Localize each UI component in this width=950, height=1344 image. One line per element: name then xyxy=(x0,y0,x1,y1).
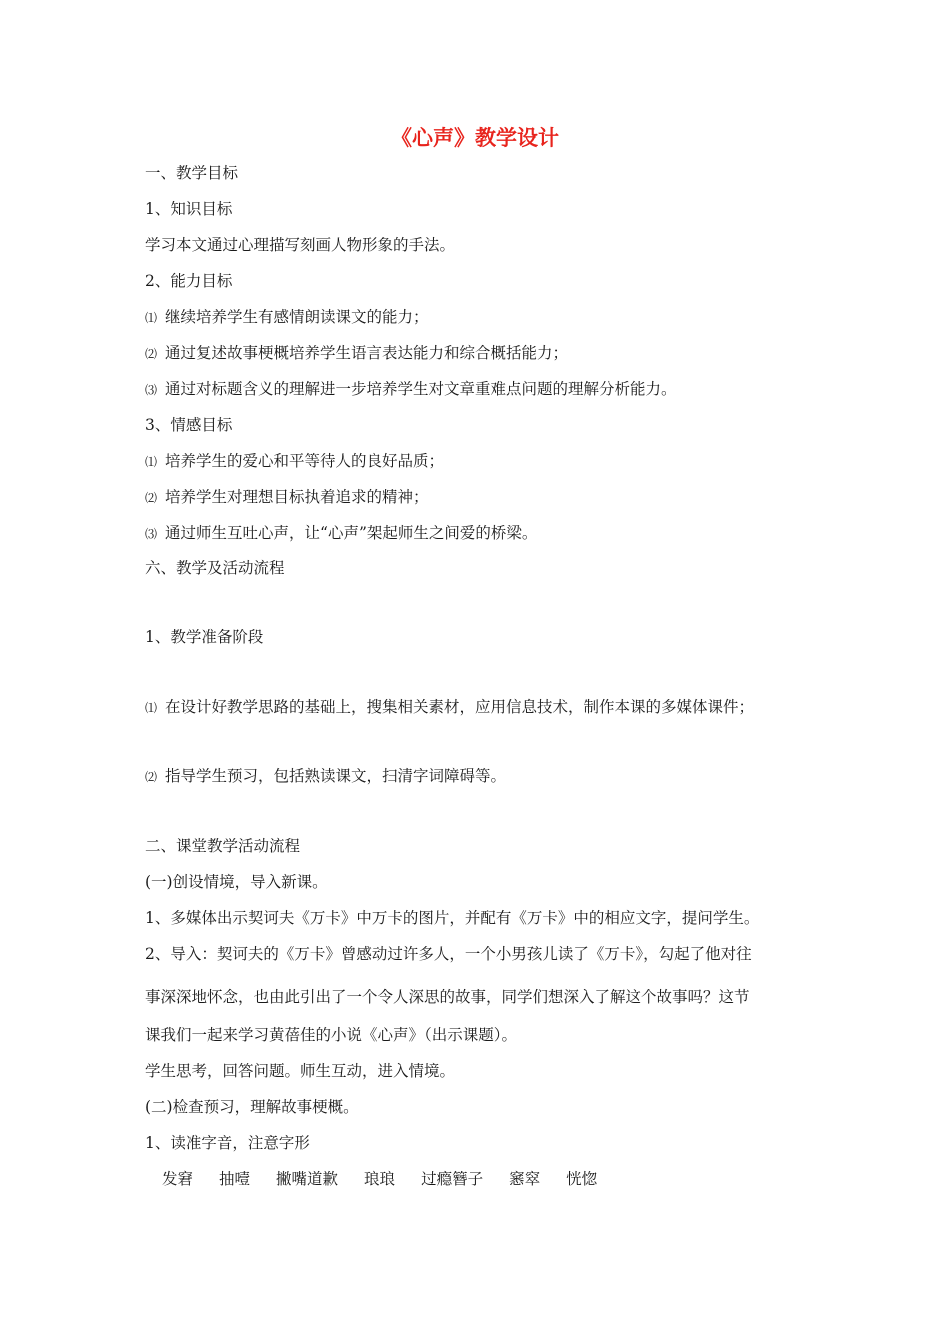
list-item xyxy=(145,766,506,787)
list-item-text: 通过对标题含义的理解进一步培养学生对文章重难点问题的理解分析能力。 xyxy=(165,380,677,398)
list-item xyxy=(145,451,444,472)
heading-teaching-goals: 一、教学目标 xyxy=(145,164,239,182)
list-item xyxy=(145,343,568,364)
list-item-text: 指导学生预习，包括熟读课文，扫清字词障碍等。 xyxy=(165,767,507,785)
paragraph: 1、读准字音，注意字形 xyxy=(145,1134,310,1152)
list-item-text: 继续培养学生有感情朗读课文的能力； xyxy=(165,308,429,326)
list-item-text: 培养学生的爱心和平等待人的良好品质； xyxy=(165,452,445,470)
list-marker: ⑴ xyxy=(145,311,158,325)
paragraph: 2、导入：契诃夫的《万卡》曾感动过许多人，一个小男孩儿读了《万卡》，勾起了他对往 xyxy=(145,945,752,963)
list-item xyxy=(145,697,754,718)
subheading-preview: (二)检查预习，理解故事梗概。 xyxy=(145,1098,359,1116)
list-item-text: 通过师生互吐心声，让“心声”架起师生之间爱的桥梁。 xyxy=(165,524,538,542)
subheading-ability: 2、能力目标 xyxy=(145,272,233,290)
list-marker: ⑶ xyxy=(145,527,158,541)
paragraph: 学习本文通过心理描写刻画人物形象的手法。 xyxy=(145,236,456,254)
subheading-situation: (一)创设情境，导入新课。 xyxy=(145,873,328,891)
subheading-emotion: 3、情感目标 xyxy=(145,416,233,434)
list-item xyxy=(145,307,429,328)
list-item-text: 通过复述故事梗概培养学生语言表达能力和综合概括能力； xyxy=(165,344,569,362)
vocabulary-word: 恍惚 xyxy=(566,1170,598,1188)
list-marker: ⑵ xyxy=(145,347,158,361)
list-item xyxy=(145,523,537,544)
vocabulary-word: 过瘾簪子 xyxy=(421,1170,484,1188)
list-marker: ⑵ xyxy=(145,491,158,505)
subheading-preparation: 1、教学准备阶段 xyxy=(145,628,264,646)
list-marker: ⑴ xyxy=(145,455,158,469)
vocabulary-word: 窸窣 xyxy=(509,1170,541,1188)
heading-activity-flow: 六、教学及活动流程 xyxy=(145,559,285,577)
subheading-knowledge: 1、知识目标 xyxy=(145,200,233,218)
list-marker: ⑴ xyxy=(145,701,158,715)
paragraph: 事深深地怀念，也由此引出了一个令人深思的故事，同学们想深入了解这个故事吗？这节 xyxy=(145,988,750,1006)
paragraph: 1、多媒体出示契诃夫《万卡》中万卡的图片，并配有《万卡》中的相应文字，提问学生。 xyxy=(145,909,760,927)
list-item-text: 在设计好教学思路的基础上，搜集相关素材，应用信息技术，制作本课的多媒体课件； xyxy=(165,698,755,716)
paragraph: 课我们一起来学习黄蓓佳的小说《心声》（出示课题）。 xyxy=(145,1026,518,1044)
list-marker: ⑶ xyxy=(145,383,158,397)
vocabulary-list xyxy=(162,1169,623,1189)
vocabulary-word: 抽噎 xyxy=(219,1170,251,1188)
list-item xyxy=(145,487,429,508)
vocabulary-word: 发窘 xyxy=(162,1170,194,1188)
list-item-text: 培养学生对理想目标执着追求的精神； xyxy=(165,488,429,506)
heading-classroom-flow: 二、课堂教学活动流程 xyxy=(145,837,301,855)
vocabulary-word: 撇嘴道歉 xyxy=(276,1170,339,1188)
document-title: 《心声》教学设计 xyxy=(391,126,559,150)
list-marker: ⑵ xyxy=(145,770,158,784)
vocabulary-word: 琅琅 xyxy=(364,1170,396,1188)
list-item xyxy=(145,379,677,400)
paragraph: 学生思考，回答问题。师生互动，进入情境。 xyxy=(145,1062,456,1080)
